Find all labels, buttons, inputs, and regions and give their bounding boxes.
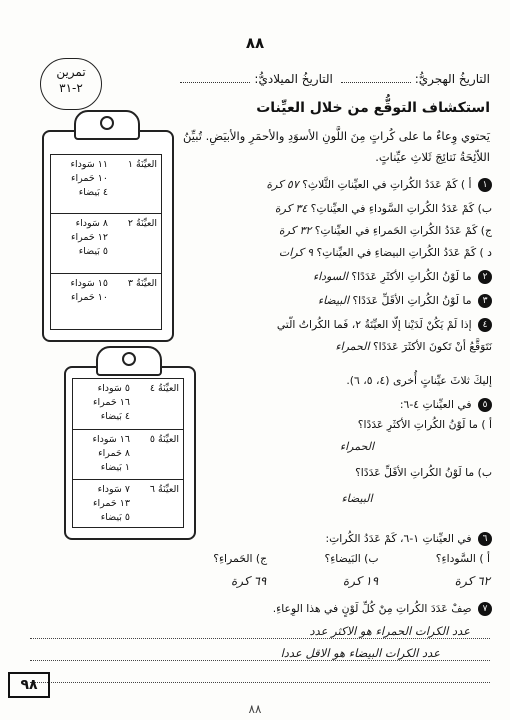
sample-item: ١ بَيضاء — [100, 462, 130, 473]
handwritten-answer: ٣٤ كرة — [274, 202, 308, 215]
clipboard-ring — [122, 352, 136, 366]
sample-item: ٤ بَيضاء — [78, 187, 108, 198]
answer-line — [30, 660, 490, 661]
sample-row — [73, 479, 183, 528]
question-text: نَتَوَقَّعُ أنْ تَكونَ الأكثَرَ عَدَدًا؟ — [372, 340, 492, 353]
handwritten-answer: ٥٧ كرة — [266, 178, 299, 191]
question-text: ما لَوْنُ الكُراتِ الأكثَرِ عَدَدًا؟ — [351, 270, 472, 283]
sample-item: ١١ سَوداء — [70, 159, 108, 170]
question-number: ٧ — [478, 602, 492, 616]
clipboard-samples-1-3 — [42, 130, 170, 338]
handwritten-answer: ٣٢ كرة — [278, 224, 312, 237]
sample-label: العيِّنَةُ ٤ — [149, 383, 179, 394]
clipboard-samples-4-6 — [64, 366, 192, 536]
handwritten-answer: الحمراء — [335, 340, 370, 353]
clipboard-ring — [100, 116, 114, 130]
sample-item: ٥ بَيضاء — [100, 512, 130, 523]
samples-table — [50, 154, 162, 330]
question-4-line2 — [174, 340, 492, 353]
date-line — [130, 72, 490, 86]
question-5-intro — [174, 398, 492, 412]
intro-text: يَحتوي وِعاءٌ ما على كُراتٍ مِنَ اللَّونِ الأسوَدِ والأحمَرِ والأبيَضِ. تُبيِّنُ اللاّئِحَةُ نَتائِجَ ثَلاثِ عيِّناتٍ. — [183, 129, 490, 164]
sample-item: ١٠ حَمراء — [71, 173, 108, 184]
footer-page-number: ٨٨ — [248, 702, 262, 716]
question-3 — [174, 294, 492, 308]
sample-label: العيِّنَةُ ١ — [127, 159, 157, 170]
other-samples-text: إليكَ ثلاثَ عيِّناتٍ أُخرى (٤، ٥، ٦). — [346, 374, 492, 387]
sample-items — [76, 483, 130, 525]
sample-items — [76, 433, 130, 475]
question-text: إذا لَمْ يَكُنْ لَدَيْنا إلّا العيِّنَةُ ٢، فَما الكُراتُ الّتي — [276, 318, 472, 331]
sample-item: ٥ سَوداء — [97, 383, 130, 394]
question-number: ٦ — [478, 532, 492, 546]
handwritten-answer: ٩ كرات — [278, 246, 313, 259]
question-7 — [22, 602, 492, 616]
question-1c — [174, 224, 492, 237]
question-number: ٤ — [478, 318, 492, 332]
handwritten-answer-5a: الحمراء — [339, 440, 375, 453]
sample-item: ١٠ حَمراء — [71, 292, 108, 303]
sample-item: ١٥ سَوداء — [70, 278, 108, 289]
handwritten-answer: البيضاء — [317, 294, 349, 307]
option-red: ج) الحَمراءِ؟ — [213, 552, 268, 565]
sample-item: ١٦ سَوداء — [92, 434, 130, 445]
question-text: د ) كَمْ عَدَدُ الكُراتِ البيضاءِ في العيِّناتِ؟ — [316, 246, 492, 259]
exercise-number: ٢-٣١ — [59, 81, 83, 95]
question-number: ٢ — [478, 270, 492, 284]
sample-items — [54, 217, 108, 259]
exercise-label: تمرين — [56, 65, 86, 79]
sample-label: العيِّنَةُ ٥ — [149, 434, 179, 445]
sample-item: ٨ حَمراء — [98, 448, 130, 459]
gregorian-date-label: التاريخُ الميلاديُّ: — [254, 72, 333, 86]
option-white: ب) البَيضاءِ؟ — [324, 552, 379, 565]
sample-label: العيِّنَةُ ٦ — [149, 484, 179, 495]
question-5a: أ ) ما لَوْنُ الكُراتِ الأكثَرِ عَدَدًا؟ — [357, 418, 492, 431]
question-number: ١ — [478, 178, 492, 192]
question-text: ما لَوْنُ الكُراتِ الأقَلِّ عَدَدًا؟ — [352, 294, 472, 307]
page-number: ٨٨ — [245, 34, 265, 52]
answer-white: ١٩ كرة — [342, 574, 379, 588]
question-number: ٣ — [478, 294, 492, 308]
sample-row — [73, 429, 183, 480]
score-box: ٩٨ — [8, 672, 50, 698]
worksheet-title: استكشاف التوقُّع من خلال العيِّنات — [256, 100, 490, 116]
handwritten-answer-7a: عدد الكرات الحمراء هو الاكثر عدد — [309, 624, 470, 638]
option-black: أ ) السَّوداءِ؟ — [435, 552, 490, 565]
gregorian-date-field[interactable] — [180, 82, 250, 83]
question-5b: ب) ما لَوْنُ الكُراتِ الأقَلِّ عَدَدًا؟ — [355, 466, 492, 479]
question-2 — [174, 270, 492, 284]
question-4 — [174, 318, 492, 332]
question-1b — [174, 202, 492, 215]
sample-items — [54, 277, 108, 305]
question-6-answers — [150, 574, 490, 588]
question-1d — [174, 246, 492, 259]
sample-item: ١٣ حَمراء — [93, 498, 130, 509]
question-text: في العيِّناتِ ٤-٦: — [399, 398, 472, 411]
answer-black: ٦٢ كرة — [454, 574, 490, 588]
exercise-badge — [40, 58, 102, 110]
handwritten-answer: السوداء — [312, 270, 348, 283]
sample-items — [76, 382, 130, 424]
question-1a — [174, 178, 492, 192]
sample-item: ٥ بَيضاء — [78, 246, 108, 257]
answer-line — [30, 638, 490, 639]
sample-item: ١٢ حَمراء — [71, 232, 108, 243]
sample-items — [54, 158, 108, 200]
sample-item: ٤ بَيضاء — [100, 411, 130, 422]
question-6-options — [150, 552, 490, 565]
question-text: في العيِّناتِ ١-٦، كَمْ عَدَدُ الكُراتِ: — [325, 532, 472, 545]
answer-red: ٦٩ كرة — [231, 574, 267, 588]
sample-row — [51, 213, 161, 274]
sample-label: العيِّنَةُ ٣ — [127, 278, 157, 289]
answer-line — [30, 682, 490, 683]
sample-label: العيِّنَةُ ٢ — [127, 218, 157, 229]
sample-row — [51, 155, 161, 213]
handwritten-answer-5b: البيضاء — [341, 492, 373, 505]
sample-row — [51, 273, 161, 330]
question-text: أ ) كَمْ عَدَدُ الكُراتِ في العيِّناتِ الثَّلاثِ؟ — [302, 178, 472, 191]
samples-table — [72, 378, 184, 528]
sample-row — [73, 379, 183, 429]
question-number: ٥ — [478, 398, 492, 412]
hijri-date-field[interactable] — [341, 82, 411, 83]
hijri-date-label: التاريخُ الهجريُّ: — [414, 72, 490, 86]
question-text: ب) كَمْ عَدَدُ الكُراتِ السَّوداءِ في العيِّناتِ؟ — [310, 202, 492, 215]
question-text: صِفْ عَدَدَ الكُراتِ مِنْ كُلِّ لَوْنٍ في هذا الوِعاءِ. — [272, 602, 472, 615]
sample-item: ١٦ حَمراء — [93, 397, 130, 408]
question-6-intro — [174, 532, 492, 546]
sample-item: ٧ سَوداء — [97, 484, 130, 495]
question-text: ج) كَمْ عَدَدُ الكُراتِ الحَمراءِ في العيِّناتِ؟ — [314, 224, 492, 237]
sample-item: ٨ سَوداء — [75, 218, 108, 229]
handwritten-answer-7b: عدد الكرات البيضاء هو الاقل عددا — [280, 646, 440, 660]
